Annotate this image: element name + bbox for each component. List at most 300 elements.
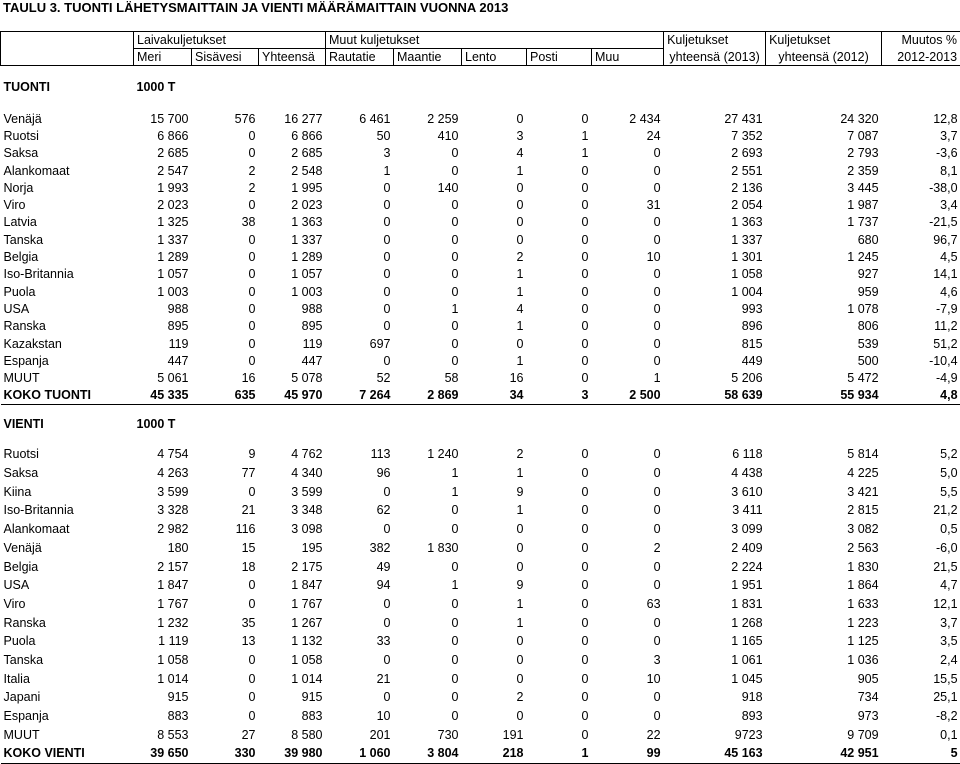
value-cell: 1 045: [664, 669, 766, 688]
value-cell: 1 240: [394, 445, 462, 464]
value-cell: 15,5: [882, 669, 960, 688]
value-cell: 14,1: [882, 266, 960, 283]
value-cell: 2 434: [592, 110, 664, 127]
country-cell: Saksa: [1, 145, 134, 162]
country-cell: MUUT: [1, 725, 134, 744]
value-cell: 11,2: [882, 318, 960, 335]
value-cell: 62: [326, 501, 394, 520]
value-cell: 2: [462, 445, 527, 464]
value-cell: 915: [259, 688, 326, 707]
value-cell: -10,4: [882, 352, 960, 369]
value-cell: 0: [192, 318, 259, 335]
value-cell: 1 767: [259, 595, 326, 614]
header-corner: [1, 32, 134, 49]
value-cell: 5,5: [882, 482, 960, 501]
value-cell: 0: [527, 445, 592, 464]
value-cell: 0: [592, 707, 664, 726]
country-cell: Viro: [1, 595, 134, 614]
total-label: KOKO TUONTI: [1, 387, 134, 405]
value-cell: 0: [527, 110, 592, 127]
value-cell: 1 268: [664, 613, 766, 632]
value-cell: 77: [192, 464, 259, 483]
value-cell: 959: [766, 283, 882, 300]
value-cell: 2 685: [259, 145, 326, 162]
table-row: [1, 651, 960, 670]
vienti-heading-row: [1, 415, 960, 433]
table-row: [1, 632, 960, 651]
value-cell: 0: [462, 707, 527, 726]
value-cell: 0: [462, 231, 527, 248]
spacer-row: [1, 66, 960, 79]
country-cell: Iso-Britannia: [1, 501, 134, 520]
value-cell: 895: [259, 318, 326, 335]
value-cell: 1 363: [664, 214, 766, 231]
value-cell: 0: [462, 669, 527, 688]
value-cell: 3 421: [766, 482, 882, 501]
value-cell: 1: [394, 576, 462, 595]
header-corner-lower: [1, 49, 134, 66]
value-cell: 1 831: [664, 595, 766, 614]
value-cell: 3 098: [259, 520, 326, 539]
value-cell: 1 057: [134, 266, 192, 283]
value-cell: 0,5: [882, 520, 960, 539]
table-row: [1, 179, 960, 196]
table-row: [1, 669, 960, 688]
value-cell: 1 337: [664, 231, 766, 248]
value-cell: 9: [462, 482, 527, 501]
value-cell: 0: [394, 248, 462, 265]
value-cell: 1 004: [664, 283, 766, 300]
value-cell: 1: [326, 162, 394, 179]
value-cell: 2 815: [766, 501, 882, 520]
country-cell: Belgia: [1, 248, 134, 265]
country-cell: Kiina: [1, 482, 134, 501]
value-cell: 0: [192, 145, 259, 162]
value-cell: 15: [192, 538, 259, 557]
table-row: [1, 688, 960, 707]
value-cell: 0: [527, 248, 592, 265]
value-cell: 447: [134, 352, 192, 369]
value-cell: 905: [766, 669, 882, 688]
value-cell: 1: [394, 482, 462, 501]
value-cell: 0: [192, 335, 259, 352]
value-cell: 1 737: [766, 214, 882, 231]
value-cell: 2 023: [259, 196, 326, 213]
value-cell: 1 987: [766, 196, 882, 213]
value-cell: 9 709: [766, 725, 882, 744]
value-cell: 180: [134, 538, 192, 557]
value-cell: 1 058: [664, 266, 766, 283]
table-row: [1, 248, 960, 265]
value-cell: 0: [527, 613, 592, 632]
value-cell: 0: [527, 179, 592, 196]
value-cell: 10: [592, 248, 664, 265]
value-cell: 2: [462, 688, 527, 707]
value-cell: 0: [527, 231, 592, 248]
value-cell: 15 700: [134, 110, 192, 127]
col-header: Muu: [592, 49, 664, 66]
value-cell: 0: [592, 318, 664, 335]
country-cell: Alankomaat: [1, 162, 134, 179]
table-row: [1, 464, 960, 483]
value-cell: 5 061: [134, 369, 192, 386]
country-cell: Saksa: [1, 464, 134, 483]
value-cell: 0: [192, 266, 259, 283]
value-cell: 0: [462, 520, 527, 539]
value-cell: 1 633: [766, 595, 882, 614]
value-cell: 500: [766, 352, 882, 369]
value-cell: 1 058: [259, 651, 326, 670]
value-cell: 0: [527, 266, 592, 283]
value-cell: 1: [462, 352, 527, 369]
value-cell: 449: [664, 352, 766, 369]
value-cell: 2 551: [664, 162, 766, 179]
value-cell: 0: [326, 214, 394, 231]
value-cell: 0: [326, 613, 394, 632]
value-cell: 0: [527, 335, 592, 352]
value-cell: 0: [527, 214, 592, 231]
value-cell: 0: [527, 688, 592, 707]
vienti-label: VIENTI: [1, 415, 134, 433]
value-cell: 0: [394, 318, 462, 335]
value-cell: 16: [462, 369, 527, 386]
value-cell: 1 864: [766, 576, 882, 595]
col-header: Yhteensä: [259, 49, 326, 66]
value-cell: 35: [192, 613, 259, 632]
value-cell: 1 003: [134, 283, 192, 300]
total-value: 45 163: [664, 744, 766, 763]
value-cell: 0: [462, 110, 527, 127]
total-value: 45 970: [259, 387, 326, 405]
value-cell: 3 610: [664, 482, 766, 501]
value-cell: 0: [192, 127, 259, 144]
value-cell: 697: [326, 335, 394, 352]
value-cell: 1 058: [134, 651, 192, 670]
value-cell: 49: [326, 557, 394, 576]
value-cell: 973: [766, 707, 882, 726]
value-cell: 3 099: [664, 520, 766, 539]
value-cell: 1 245: [766, 248, 882, 265]
value-cell: 0: [527, 196, 592, 213]
value-cell: 0: [592, 283, 664, 300]
value-cell: 1 125: [766, 632, 882, 651]
value-cell: 0: [527, 283, 592, 300]
country-cell: Ruotsi: [1, 445, 134, 464]
value-cell: 1 132: [259, 632, 326, 651]
vienti-section: [1, 405, 960, 764]
value-cell: 1 337: [259, 231, 326, 248]
value-cell: 6 118: [664, 445, 766, 464]
value-cell: 1: [394, 464, 462, 483]
country-cell: Ruotsi: [1, 127, 134, 144]
value-cell: 2 175: [259, 557, 326, 576]
value-cell: 1 847: [134, 576, 192, 595]
table-row: [1, 145, 960, 162]
value-cell: 16: [192, 369, 259, 386]
total-value: 3 804: [394, 744, 462, 763]
value-cell: 0: [326, 352, 394, 369]
value-cell: 0: [592, 482, 664, 501]
value-cell: 7 352: [664, 127, 766, 144]
value-cell: 27 431: [664, 110, 766, 127]
value-cell: 3 599: [259, 482, 326, 501]
table-row: [1, 300, 960, 317]
value-cell: 58: [394, 369, 462, 386]
value-cell: 4 225: [766, 464, 882, 483]
value-cell: 3,7: [882, 613, 960, 632]
value-cell: 410: [394, 127, 462, 144]
value-cell: 918: [664, 688, 766, 707]
total-value: 5: [882, 744, 960, 763]
table-row: [1, 127, 960, 144]
value-cell: 2 136: [664, 179, 766, 196]
value-cell: 0: [326, 248, 394, 265]
header-change-a: Muutos %: [882, 32, 960, 49]
value-cell: 4 754: [134, 445, 192, 464]
value-cell: 730: [394, 725, 462, 744]
value-cell: 1 003: [259, 283, 326, 300]
table-row: [1, 445, 960, 464]
value-cell: 13: [192, 632, 259, 651]
value-cell: 0: [592, 352, 664, 369]
value-cell: 21,2: [882, 501, 960, 520]
value-cell: 31: [592, 196, 664, 213]
heading-filler: [326, 415, 960, 433]
value-cell: 21,5: [882, 557, 960, 576]
total-label: KOKO VIENTI: [1, 744, 134, 763]
tuonti-heading-row: [1, 78, 960, 96]
value-cell: 1: [394, 300, 462, 317]
country-cell: Venäjä: [1, 110, 134, 127]
value-cell: 12,1: [882, 595, 960, 614]
value-cell: 0: [592, 688, 664, 707]
value-cell: 0: [394, 231, 462, 248]
col-header: Lento: [462, 49, 527, 66]
value-cell: 1 830: [394, 538, 462, 557]
table-row: [1, 196, 960, 213]
value-cell: 12,8: [882, 110, 960, 127]
value-cell: -3,6: [882, 145, 960, 162]
value-cell: 113: [326, 445, 394, 464]
value-cell: 0: [592, 266, 664, 283]
value-cell: 0: [326, 196, 394, 213]
value-cell: 9723: [664, 725, 766, 744]
value-cell: 0: [394, 266, 462, 283]
value-cell: 0: [394, 632, 462, 651]
value-cell: 0: [527, 595, 592, 614]
table-row: [1, 231, 960, 248]
value-cell: 806: [766, 318, 882, 335]
value-cell: 0: [394, 352, 462, 369]
value-cell: 0: [326, 318, 394, 335]
value-cell: 0: [192, 576, 259, 595]
value-cell: 4 438: [664, 464, 766, 483]
value-cell: 0,1: [882, 725, 960, 744]
value-cell: 5,0: [882, 464, 960, 483]
value-cell: 3 348: [259, 501, 326, 520]
value-cell: 0: [394, 501, 462, 520]
spacer-cell: [1, 96, 960, 110]
value-cell: 10: [592, 669, 664, 688]
table-row: [1, 335, 960, 352]
value-cell: 6 866: [259, 127, 326, 144]
value-cell: 993: [664, 300, 766, 317]
country-cell: Alankomaat: [1, 520, 134, 539]
value-cell: 382: [326, 538, 394, 557]
value-cell: 6 461: [326, 110, 394, 127]
heading-filler: [326, 78, 960, 96]
value-cell: 1 057: [259, 266, 326, 283]
value-cell: 0: [192, 300, 259, 317]
value-cell: 0: [462, 214, 527, 231]
value-cell: 0: [592, 145, 664, 162]
value-cell: 0: [192, 231, 259, 248]
value-cell: 0: [192, 688, 259, 707]
value-cell: 0: [592, 501, 664, 520]
total-value: 4,8: [882, 387, 960, 405]
value-cell: 191: [462, 725, 527, 744]
value-cell: 6 866: [134, 127, 192, 144]
country-cell: Espanja: [1, 707, 134, 726]
value-cell: 0: [592, 464, 664, 483]
value-cell: 1: [462, 318, 527, 335]
value-cell: 0: [527, 520, 592, 539]
value-cell: 9: [462, 576, 527, 595]
value-cell: 0: [394, 335, 462, 352]
value-cell: 201: [326, 725, 394, 744]
value-cell: 1: [527, 145, 592, 162]
header-change-b: 2012-2013: [882, 49, 960, 66]
country-cell: Puola: [1, 283, 134, 300]
total-value: 330: [192, 744, 259, 763]
value-cell: 7 087: [766, 127, 882, 144]
value-cell: 1 014: [259, 669, 326, 688]
value-cell: 1: [462, 501, 527, 520]
value-cell: 815: [664, 335, 766, 352]
value-cell: -6,0: [882, 538, 960, 557]
value-cell: 1 995: [259, 179, 326, 196]
country-cell: Venäjä: [1, 538, 134, 557]
value-cell: 0: [592, 214, 664, 231]
value-cell: 50: [326, 127, 394, 144]
value-cell: 2: [192, 179, 259, 196]
value-cell: 1 078: [766, 300, 882, 317]
value-cell: 0: [326, 651, 394, 670]
value-cell: 27: [192, 725, 259, 744]
value-cell: 2 548: [259, 162, 326, 179]
country-cell: USA: [1, 576, 134, 595]
value-cell: 0: [394, 520, 462, 539]
country-cell: MUUT: [1, 369, 134, 386]
value-cell: 96,7: [882, 231, 960, 248]
spacer-cell: [1, 433, 960, 445]
value-cell: 0: [462, 632, 527, 651]
value-cell: 0: [527, 318, 592, 335]
value-cell: 4: [462, 300, 527, 317]
value-cell: 0: [527, 725, 592, 744]
value-cell: 1: [462, 595, 527, 614]
value-cell: 0: [592, 632, 664, 651]
total-value: 55 934: [766, 387, 882, 405]
value-cell: 0: [592, 179, 664, 196]
country-cell: Japani: [1, 688, 134, 707]
value-cell: 1: [462, 283, 527, 300]
value-cell: 734: [766, 688, 882, 707]
value-cell: 1: [462, 162, 527, 179]
country-cell: Tanska: [1, 651, 134, 670]
value-cell: 1 363: [259, 214, 326, 231]
header-group-muut: Muut kuljetukset: [326, 32, 664, 49]
value-cell: 2,4: [882, 651, 960, 670]
value-cell: 0: [592, 335, 664, 352]
value-cell: 0: [326, 520, 394, 539]
value-cell: 4 762: [259, 445, 326, 464]
value-cell: 0: [462, 651, 527, 670]
value-cell: 0: [592, 557, 664, 576]
value-cell: 119: [259, 335, 326, 352]
value-cell: 52: [326, 369, 394, 386]
value-cell: 3 445: [766, 179, 882, 196]
value-cell: 988: [259, 300, 326, 317]
value-cell: 3: [462, 127, 527, 144]
value-cell: -7,9: [882, 300, 960, 317]
country-cell: Italia: [1, 669, 134, 688]
total-value: 218: [462, 744, 527, 763]
value-cell: 3: [592, 651, 664, 670]
header-total-2012-a: Kuljetukset: [766, 32, 882, 49]
table-row: [1, 214, 960, 231]
total-value: 3: [527, 387, 592, 405]
value-cell: 1 289: [134, 248, 192, 265]
value-cell: 2 693: [664, 145, 766, 162]
value-cell: 2 409: [664, 538, 766, 557]
value-cell: 0: [527, 482, 592, 501]
value-cell: 2: [592, 538, 664, 557]
value-cell: 51,2: [882, 335, 960, 352]
header-total-2013-b: yhteensä (2013): [664, 49, 766, 66]
value-cell: 0: [527, 464, 592, 483]
value-cell: 94: [326, 576, 394, 595]
total-value: 7 264: [326, 387, 394, 405]
value-cell: 0: [592, 445, 664, 464]
value-cell: 1: [462, 613, 527, 632]
value-cell: 96: [326, 464, 394, 483]
value-cell: 1 061: [664, 651, 766, 670]
tuonti-unit: 1000 T: [134, 78, 326, 96]
table-row: [1, 520, 960, 539]
value-cell: 33: [326, 632, 394, 651]
spacer-row: [1, 96, 960, 110]
value-cell: 8 553: [134, 725, 192, 744]
total-value: 42 951: [766, 744, 882, 763]
value-cell: 0: [462, 179, 527, 196]
tuonti-total-row: [1, 387, 960, 405]
value-cell: 2 259: [394, 110, 462, 127]
value-cell: 447: [259, 352, 326, 369]
value-cell: 1 993: [134, 179, 192, 196]
value-cell: 0: [394, 613, 462, 632]
table-row: [1, 538, 960, 557]
value-cell: 3 082: [766, 520, 882, 539]
total-value: 39 980: [259, 744, 326, 763]
vienti-total-row: [1, 744, 960, 763]
value-cell: 0: [192, 482, 259, 501]
total-value: 39 650: [134, 744, 192, 763]
tuonti-label: TUONTI: [1, 78, 134, 96]
value-cell: 21: [326, 669, 394, 688]
value-cell: 0: [527, 632, 592, 651]
value-cell: 915: [134, 688, 192, 707]
